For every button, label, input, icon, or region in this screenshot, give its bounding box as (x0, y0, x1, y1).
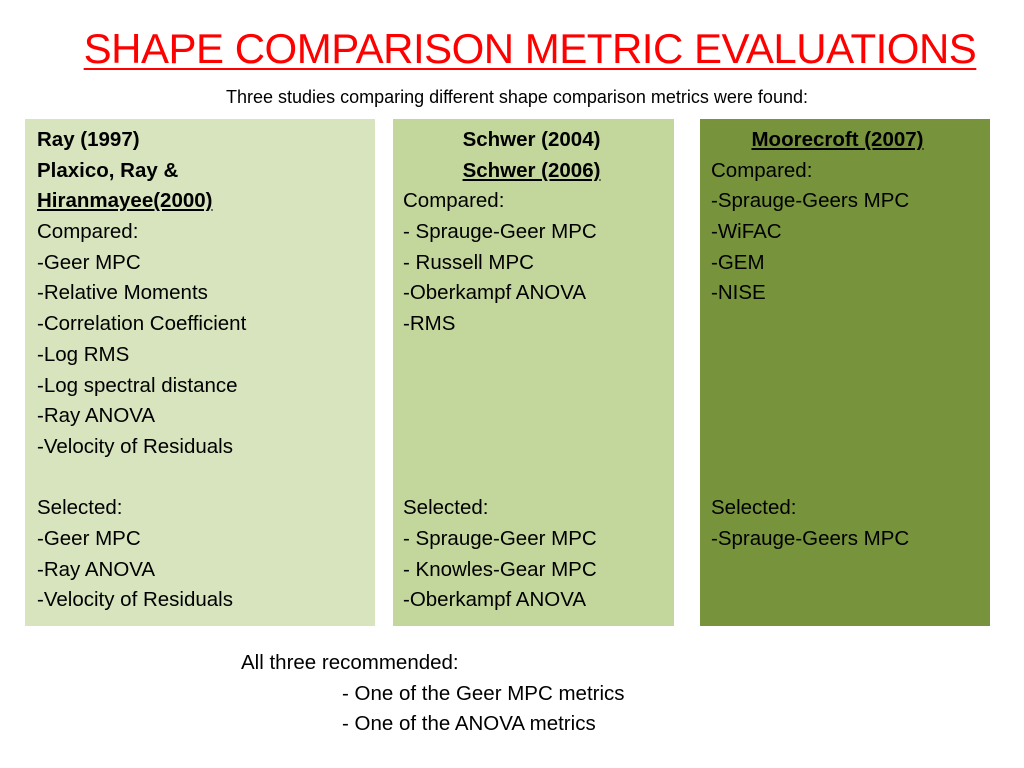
compared-item: -Sprauge-Geers MPC (711, 189, 910, 213)
compared-item: -Relative Moments (37, 281, 208, 305)
slide-subtitle: Three studies comparing different shape comparison metrics were found: (226, 87, 808, 107)
recommendation-item: - One of the Geer MPC metrics (342, 681, 625, 705)
compared-label: Compared: (711, 158, 813, 182)
spacer (403, 401, 674, 432)
compared-item: - Russell MPC (403, 250, 534, 274)
study-heading: Schwer (2006) (462, 158, 601, 182)
spacer (711, 463, 990, 494)
compared-item: -Geer MPC (37, 250, 141, 274)
compared-item: -Velocity of Residuals (37, 434, 233, 458)
selected-item: - Knowles-Gear MPC (403, 557, 597, 581)
spacer (37, 463, 375, 494)
recommendation-block (241, 648, 625, 740)
study-heading: Hiranmayee(2000) (37, 189, 213, 213)
spacer (403, 371, 674, 402)
study-box-moorecroft (700, 119, 990, 626)
spacer (403, 340, 674, 371)
selected-label: Selected: (37, 496, 123, 520)
selected-item: -Geer MPC (37, 526, 141, 550)
recommendation-item: - One of the ANOVA metrics (342, 712, 596, 736)
selected-item: -Oberkampf ANOVA (403, 588, 587, 612)
compared-item: -Log spectral distance (37, 373, 238, 397)
spacer (711, 340, 990, 371)
compared-item: - Sprauge-Geer MPC (403, 220, 597, 244)
selected-item: -Ray ANOVA (37, 557, 156, 581)
spacer (711, 371, 990, 402)
study-box-schwer (393, 119, 674, 626)
compared-item: -Correlation Coefficient (37, 312, 247, 336)
study-heading: Ray (1997) (37, 128, 140, 151)
slide-title: SHAPE COMPARISON METRIC EVALUATIONS (83, 25, 977, 72)
spacer (711, 432, 990, 463)
selected-item: -Velocity of Residuals (37, 588, 233, 612)
compared-item: -Oberkampf ANOVA (403, 281, 587, 305)
compared-item: -NISE (711, 281, 766, 305)
compared-item: -Ray ANOVA (37, 404, 156, 428)
compared-item: -Log RMS (37, 342, 130, 366)
compared-item: -GEM (711, 250, 765, 274)
recommendation-label: All three recommended: (241, 651, 459, 674)
selected-label: Selected: (711, 496, 797, 520)
study-box-ray (25, 119, 375, 626)
compared-label: Compared: (403, 189, 505, 213)
study-heading: Moorecroft (2007) (751, 128, 924, 151)
compared-item: -RMS (403, 312, 456, 336)
spacer (403, 432, 674, 463)
selected-item: -Sprauge-Geers MPC (711, 526, 910, 550)
study-heading: Schwer (2004) (462, 128, 601, 151)
spacer (403, 463, 674, 494)
compared-item: -WiFAC (711, 220, 782, 244)
study-heading: Plaxico, Ray & (37, 158, 179, 182)
spacer (711, 309, 990, 340)
selected-item: - Sprauge-Geer MPC (403, 526, 597, 550)
compared-label: Compared: (37, 220, 139, 244)
spacer (711, 401, 990, 432)
selected-label: Selected: (403, 496, 489, 520)
